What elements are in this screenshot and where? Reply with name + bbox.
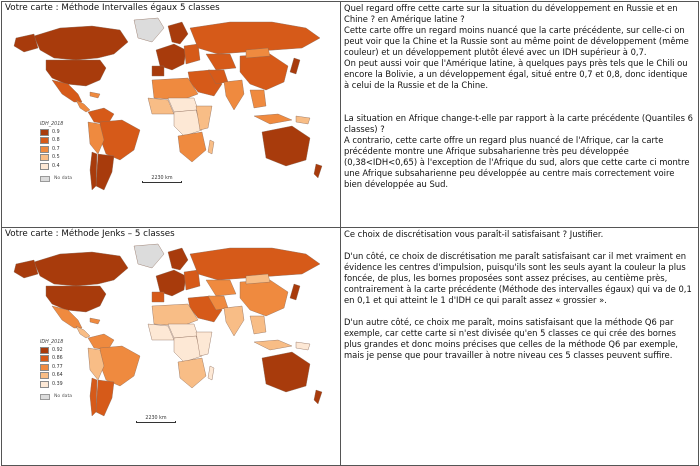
scandinavia [168, 248, 188, 270]
greenland [134, 244, 164, 268]
india [224, 306, 244, 336]
caribbean [90, 92, 100, 98]
scale-line [142, 181, 182, 183]
greenland [134, 18, 164, 42]
iberia [152, 66, 164, 76]
legend-class-3 [40, 363, 100, 372]
legend-class-2 [40, 355, 100, 364]
legend-label: 0.5 [52, 155, 60, 161]
answer-con: D'un autre côté, ce choix me paraît, moins satisfaisant que la méthode Q6 par exemple, car cette carte si n'est divisée qu'en 5 classes ce qui crée des bornes plus grandes et donc moins précises que celles de la méthode Q6 par exemple, mais je pense que pour travailler à notre niveau ces 5 classes peuvent suffire. [344, 317, 678, 360]
text-cell-jenks [341, 228, 699, 466]
southeast-asia [250, 316, 266, 334]
answer-pro: D'un côté, ce choix de discrétisation me paraît satisfaisant car il met vraiment en évidence les centres d'impulsion, puisqu'ils sont les seuls ayant la couleur la plus foncée, de plus, les bornes proposées sont assez précises, au centième près, contrairement à la carte précédente (Méthode des intervalles égaux) qui va de 0,1 en 0,1 et qui atteint le 1 d'IDH ce qui paraît assez « grossier ». [344, 251, 692, 305]
iberia [152, 292, 164, 302]
legend-label: 0.4 [52, 163, 60, 169]
legend-class-4 [40, 154, 100, 163]
scale-label: 2230 km [145, 416, 167, 421]
legend-nodata-label: No data [54, 394, 73, 399]
legend-nodata [40, 176, 100, 182]
central-america [76, 326, 90, 338]
scale-bar [142, 176, 182, 183]
choropleth-map-jenks [2, 240, 340, 446]
madagascar [208, 366, 214, 380]
scandinavia [168, 22, 188, 44]
caribbean [90, 318, 100, 324]
map-legend [40, 340, 100, 400]
legend-nodata-label: No data [54, 176, 73, 181]
papua [296, 116, 310, 124]
indonesia [254, 340, 292, 350]
kazakhstan [206, 54, 236, 70]
alaska [14, 260, 38, 278]
mongolia [246, 48, 270, 58]
japan [290, 284, 300, 300]
choropleth-map-equal-intervals [2, 14, 340, 220]
legend-label: 0.92 [52, 347, 63, 353]
brazil [100, 346, 140, 386]
legend-class-1 [40, 128, 100, 137]
map-title-equal-intervals: Votre carte : Méthode Intervalles égaux 5 classes [5, 3, 220, 13]
answer-africa: A contrario, cette carte offre un regard plus nuancé de l'Afrique, car la carte précédente montre une Afrique subsaharienne très peu développée (0,38<IDH<0,65) à l'exception de l'Afrique du sud, alors que cette carte ci montre une Afrique subsaharienne peu développée au centre mais correctement voire bien développée au Sud. [344, 135, 690, 189]
indonesia [254, 114, 292, 124]
legend-swatch [40, 129, 49, 136]
southeast-asia [250, 90, 266, 108]
papua [296, 342, 310, 350]
southern-africa [178, 132, 206, 162]
mongolia [246, 274, 270, 284]
map-cell-equal-intervals [2, 2, 341, 228]
legend-swatch [40, 381, 49, 388]
alaska [14, 34, 38, 52]
legend-swatch [40, 154, 49, 161]
answer-latin-america: On peut aussi voir que l'Amérique latine, à quelques pays près tels que le Chili ou encore la Bolivie, a un développement égal, situé entre 0,7 et 0,8, donc identique à celui de la Russie et de la Chine. [344, 58, 688, 90]
southern-africa [178, 358, 206, 388]
map-cell-jenks [2, 228, 341, 466]
china [240, 54, 288, 90]
australia [262, 352, 310, 392]
legend-label: 0.7 [52, 146, 60, 152]
legend-swatch [40, 137, 49, 144]
scale-label: 2230 km [151, 176, 173, 181]
legend-swatch [40, 372, 49, 379]
new-zealand [314, 164, 322, 178]
question-africa: La situation en Afrique change-t-elle par rapport à la carte précédente (Quantiles 6 classes) ? [344, 113, 693, 134]
map-title-jenks: Votre carte : Méthode Jenks – 5 classes [5, 229, 175, 239]
brazil [100, 120, 140, 160]
canada [34, 252, 128, 286]
kazakhstan [206, 280, 236, 296]
japan [290, 58, 300, 74]
legend-swatch [40, 355, 49, 362]
scale-line [136, 421, 176, 423]
legend-class-5 [40, 380, 100, 389]
legend-label: 0.86 [52, 356, 63, 362]
legend-label: 0.64 [52, 373, 63, 379]
legend-label: 0.9 [52, 129, 60, 135]
legend-swatch [40, 364, 49, 371]
legend-swatch [40, 146, 49, 153]
sahel [168, 98, 198, 112]
text-cell-equal-intervals [341, 2, 699, 228]
legend-class-2 [40, 137, 100, 146]
legend-label: 0.8 [52, 138, 60, 144]
document-table [1, 1, 699, 466]
map-legend [40, 122, 100, 182]
legend-title: IDH_2018 [40, 340, 64, 345]
china [240, 280, 288, 316]
legend-title: IDH_2018 [40, 122, 64, 127]
legend-nodata-swatch [40, 394, 50, 400]
legend-swatch [40, 347, 49, 354]
new-zealand [314, 390, 322, 404]
legend-class-1 [40, 346, 100, 355]
legend-swatch [40, 163, 49, 170]
sahel [168, 324, 198, 338]
scale-bar [136, 416, 176, 423]
question-discretisation: Ce choix de discrétisation vous paraît-il satisfaisant ? Justifier. [344, 229, 604, 239]
world-map-equal-intervals [2, 14, 340, 220]
legend-nodata-swatch [40, 176, 50, 182]
madagascar [208, 140, 214, 154]
answer-russia-china: Cette carte offre un regard moins nuancé que la carte précédente, sur celle-ci on peut voir que la Chine et la Russie sont au même point de développement (même couleur) et un développement plutôt élevé avec un IDH supérieur à 0,7. [344, 25, 689, 57]
canada [34, 26, 128, 60]
legend-nodata [40, 394, 100, 400]
legend-label: 0.77 [52, 364, 63, 370]
legend-class-4 [40, 372, 100, 381]
question-russia-china: Quel regard offre cette carte sur la situation du développement en Russie et en Chine ? en Amérique latine ? [344, 3, 678, 24]
australia [262, 126, 310, 166]
india [224, 80, 244, 110]
legend-class-5 [40, 162, 100, 171]
legend-label: 0.39 [52, 381, 63, 387]
legend-class-3 [40, 145, 100, 154]
central-america [76, 100, 90, 112]
